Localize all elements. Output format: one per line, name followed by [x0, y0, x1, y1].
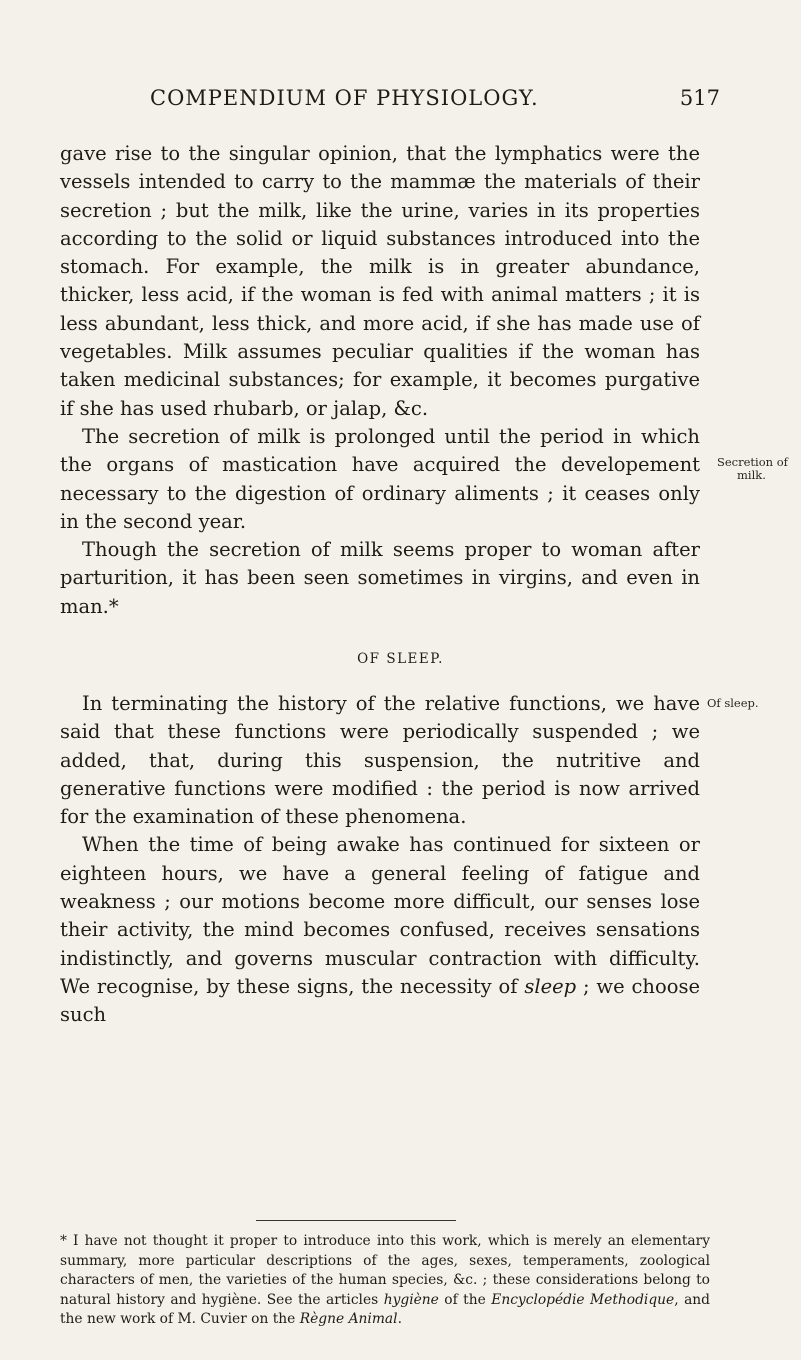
running-header — [150, 86, 720, 120]
sleep-text-after: ; we choose such — [60, 974, 701, 1027]
footnote-text-4: . — [397, 1311, 402, 1327]
footnote-italic-encyclopedie: Encyclopédie Methodique — [491, 1291, 675, 1308]
section-heading-sleep: OF SLEEP. — [357, 651, 444, 667]
paragraph-sleep-fatigue — [60, 831, 700, 1029]
margin-note-secretion-line1: Secretion of — [717, 455, 788, 469]
sleep-italic-word: sleep — [524, 974, 577, 998]
paragraph-sleep-intro: In terminating the history of the relative functions, we have said that these functions were periodically suspended ; we added, that, during this suspension, the nutritive and generative functions were modified : the period is now arrived for the examination of these phenomena. — [60, 692, 700, 829]
sleep-text-before: When the time of being awake has continued for sixteen or eighteen hours, we have a general feeling of fatigue and weakness ; our motions become more difficult, our senses lose their activity, the mind becomes confused, receives sensations indistinctly, and governs muscular contraction with difficulty. We recognise, by these signs, the necessity of — [60, 833, 700, 998]
margin-note-secretion-line2: milk. — [737, 468, 766, 482]
margin-note-secretion — [717, 456, 788, 482]
sleep-section-body — [60, 690, 700, 1030]
footnote-italic-hygiene: hygiène — [383, 1291, 439, 1308]
body-text — [60, 140, 700, 621]
footnote — [60, 1232, 710, 1330]
paragraph-secretion-virgins: Though the secretion of milk seems proper to woman after parturition, it has been seen sometimes in virgins, and even in man.* — [60, 538, 700, 618]
paragraph-secretion-duration: The secretion of milk is prolonged until the period in which the organs of mastication have acquired the developement necessary to the digestion of ordinary aliments ; it ceases only in the second year. — [60, 424, 700, 533]
footnote-divider — [256, 1220, 456, 1221]
footnote-text-2: of the — [438, 1291, 492, 1308]
footnote-text-3: , and the new work of M. Cuvier on the — [60, 1291, 711, 1327]
footnote-italic-regne-animal: Règne Animal — [299, 1311, 398, 1327]
header-title: COMPENDIUM OF PHYSIOLOGY. — [150, 86, 539, 110]
page-number: 517 — [679, 86, 720, 110]
margin-note-sleep: Of sleep. — [707, 696, 759, 710]
footnote-text-1: * I have not thought it proper to introduce into this work, which is merely an elementary summary, more particular descriptions of the ages, sexes, temperaments, zoological characters of men, the varieties of the human species, &c. ; these considerations belong to natural history and hygiène. See the articles — [60, 1233, 710, 1308]
paragraph-lymphatics: gave rise to the singular opinion, that the lymphatics were the vessels intended to carry to the mammæ the materials of their secretion ; but the milk, like the urine, varies in its properties according to the solid or liquid substances introduced into the stomach. For example, the milk is in greater abundance, thicker, less acid, if the woman is fed with animal matters ; it is less abundant, less thick, and more acid, if she has made use of vegetables. Milk assumes peculiar qualities if the woman has taken medicinal substances; for example, it becomes purgative if she has used rhubarb, or jalap, &c. — [60, 142, 700, 420]
